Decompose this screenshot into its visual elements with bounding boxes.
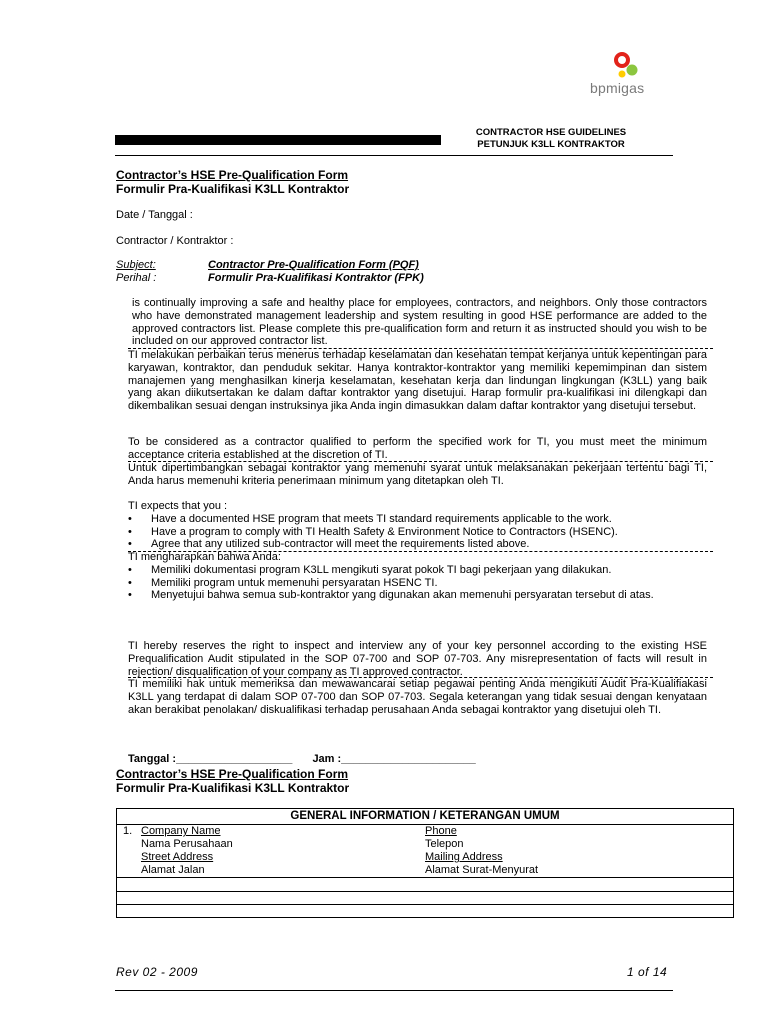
table-row-empty[interactable] [117,905,734,918]
row-number: 1. [123,825,133,837]
paragraph-1-id: TI melakukan perbaikan terus menerus terhadap keselamatan dan kesehatan tempat kerjanya untuk kepentingan para karyawan, kontraktor, dan penduduk sekitar. Hanya kontraktor-kontraktor yang memiliki kepemimpinan dan sistem manajemen yang menghasilkan kinerja keselamatan, kesehatan kerja dan lindungan lingkungan (K3LL) yang baik yang akan diikutsertakan ke dalam daftar kontraktor yang disetujui. Harap formulir pra-kualifikasi ini dilengkapi dan dikembalikan sesuai dengan instruksinya jika Anda ingin dimasukkan dalam daftar kontraktor yang disetujui tersebut. [128,349,707,413]
tanggal-field[interactable]: Tanggal :___________________ [128,753,293,765]
list-item: • Have a program to comply with TI Health Safety & Environment Notice to Contractors (HSENC). [128,526,707,539]
form-title-repeat [116,767,349,795]
company-name-label: Company Name [141,825,221,837]
logo-green-dot [627,65,638,76]
header-line-2: PETUNJUK K3LL KONTRAKTOR [477,139,625,150]
page-number: 1 of 14 [627,965,668,979]
revision-label: Rev 02 - 2009 [116,965,198,979]
form-title-id: Formulir Pra-Kualifikasi K3LL Kontraktor [116,182,350,196]
paragraph-2-en: To be considered as a contractor qualified to perform the specified work for TI, you must meet the minimum acceptance criteria established at the discretion of TI. [128,436,707,461]
paragraph-3-en [128,500,707,551]
header-rule [115,155,673,156]
paragraph-3-id [128,551,707,602]
paragraph-2-id: Untuk dipertimbangkan sebagai kontraktor yang memenuhi syarat untuk melaksanakan pekerjaan tertentu bagi TI, Anda harus memenuhi kriteria penerimaan minimum yang ditetapkan oleh TI. [128,462,707,487]
header-black-bar [115,135,441,145]
form-title [116,168,349,196]
logo-text: bpmigas [590,80,645,96]
paragraph-4-id: TI memiliki hak untuk memeriksa dan mewawancarai setiap pegawai penting Anda mengikuti Audit Pra-Kualifiakasi K3LL yang terdapat di dalam SOP 07-700 dan SOP 07-703. Segala keterangan yang tidak sesuai dengan kenyataan akan berakibat penolakan/ diskualifikasi terhadap perusahaan Anda sebagai kontraktor yang disetujui oleh TI. [128,678,707,716]
telepon-label: Telepon [425,838,464,850]
perihal-label: Perihal : [116,272,157,284]
contractor-field-label: Contractor / Kontraktor : [116,235,234,247]
document-header [445,127,657,151]
logo-red-ring [616,54,628,66]
table-row-empty[interactable] [117,878,734,892]
table-heading: GENERAL INFORMATION / KETERANGAN UMUM [117,809,734,825]
table-row-empty[interactable] [117,892,734,905]
list-item: • Menyetujui bahwa semua sub-kontraktor yang digunakan akan memenuhi persyaratan tersebut di atas. [128,589,707,602]
paragraph-1-en: is continually improving a safe and healthy place for employees, contractors, and neighbors. Only those contractors who have demonstrated management leadership and system resulting in good HSE performance are added to the approved contractors list. Please complete this pre-qualification form and return it as instructed should you wish to be included on our approved contractor list. [132,297,707,348]
signature-line [128,753,476,765]
subject-block [116,259,424,285]
list-item: • Have a documented HSE program that meets TI standard requirements applicable to the work. [128,513,707,526]
logo-yellow-dot [619,71,626,78]
expectations-intro-id: TI mengharapkan bahwa Anda: [128,551,281,563]
alamat-surat-label: Alamat Surat-Menyurat [425,864,539,876]
expectations-list-en [128,513,707,551]
phone-label: Phone [425,825,457,837]
form-title-id: Formulir Pra-Kualifikasi K3LL Kontraktor [116,781,350,795]
general-information-table [116,808,734,918]
list-item: • Agree that any utilized sub-contractor will meet the requirements listed above. [128,538,707,551]
perihal-value: Formulir Pra-Kualifikasi Kontraktor (FPK) [208,272,424,284]
list-item: • Memiliki program untuk memenuhi persyaratan HSENC TI. [128,577,707,590]
expectations-intro-en: TI expects that you : [128,500,228,512]
form-title-en: Contractor’s HSE Pre-Qualification Form [116,168,349,182]
subject-value: Contractor Pre-Qualification Form (PQF) [208,259,419,271]
table-row [117,825,734,878]
list-item: • Memiliki dokumentasi program K3LL mengikuti syarat pokok TI bagi pekerjaan yang dilakukan. [128,564,707,577]
mailing-address-label: Mailing Address [425,851,503,863]
date-field-label: Date / Tanggal : [116,209,193,221]
header-line-1: CONTRACTOR HSE GUIDELINES [475,127,627,138]
alamat-jalan-label: Alamat Jalan [141,864,205,876]
jam-field[interactable]: Jam :______________________ [312,753,476,765]
subject-label: Subject: [116,259,156,271]
nama-perusahaan-label: Nama Perusahaan [141,838,233,850]
form-title-en: Contractor’s HSE Pre-Qualification Form [116,767,349,781]
paragraph-4-en: TI hereby reserves the right to inspect and interview any of your key personnel according to the existing HSE Prequalification Audit stipulated in the SOP 07-700 and SOP 07-703. Any misrepresentation of facts will result in rejection/ disqualification of your company as TI approved contractor. [128,640,707,678]
street-address-label: Street Address [141,851,214,863]
footer-rule [115,990,673,991]
expectations-list-id [128,564,707,602]
